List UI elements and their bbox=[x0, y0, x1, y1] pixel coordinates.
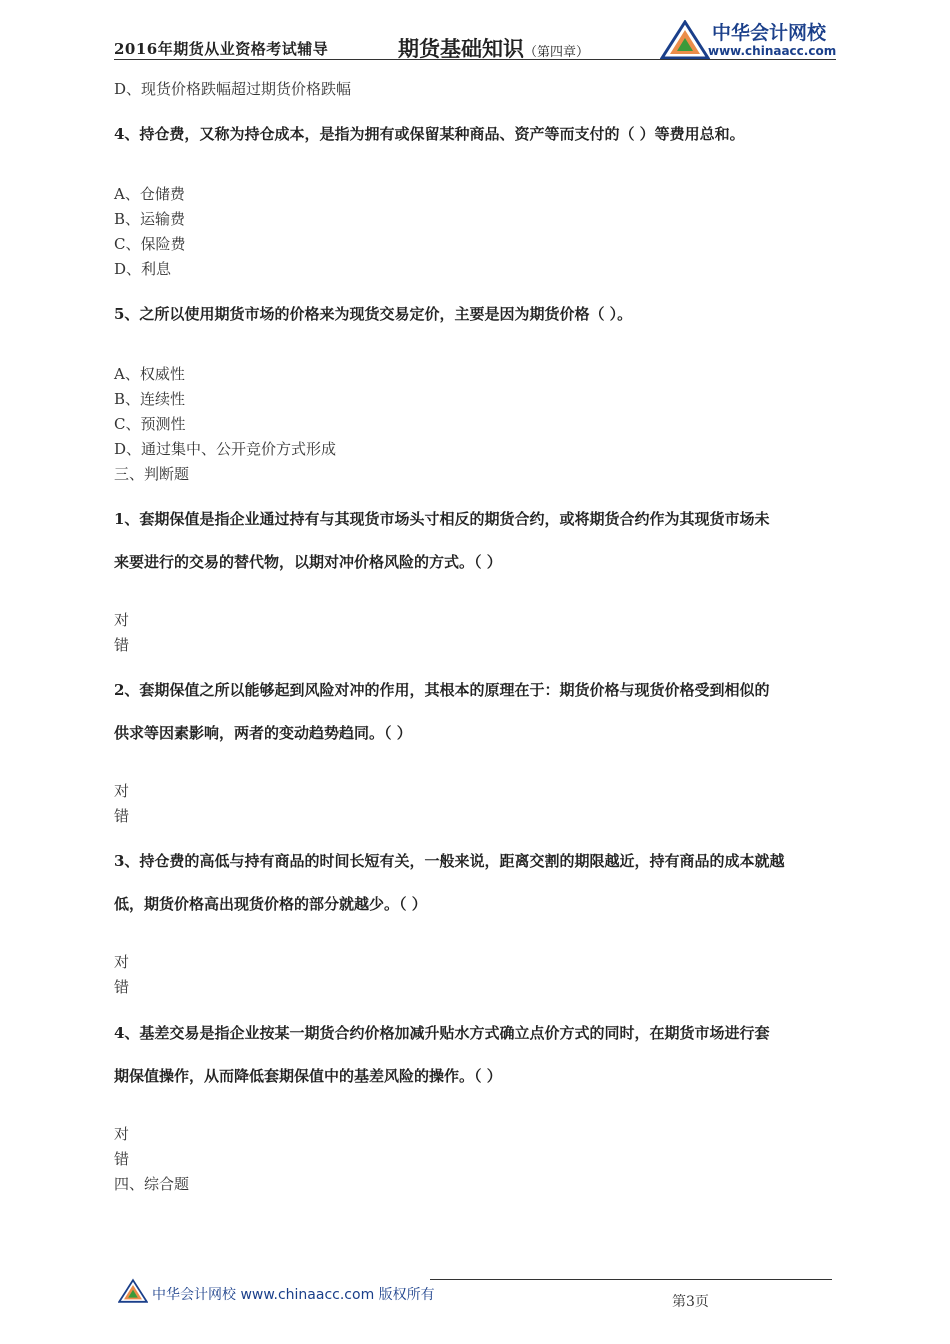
judgement-1-false: 错 bbox=[114, 636, 130, 654]
logo-triangle-icon bbox=[660, 20, 710, 60]
judgement-4-line-1: 4、基差交易是指企业按某一期货合约价格加减升贴水方式确立点价方式的同时，在期货市场进行套 bbox=[114, 1024, 770, 1042]
footer-divider bbox=[430, 1279, 832, 1280]
footer-logo-icon bbox=[118, 1277, 148, 1305]
logo-url: www.chinaacc.com bbox=[708, 44, 837, 58]
header-divider bbox=[114, 59, 836, 60]
judgement-3-line-2: 低，期货价格高出现货价格的部分就越少。（ ） bbox=[114, 895, 427, 913]
judgement-3-true: 对 bbox=[114, 953, 130, 971]
judgement-4-false: 错 bbox=[114, 1150, 130, 1168]
logo-name: 中华会计网校 bbox=[712, 22, 827, 44]
header-subject-title: 期货基础知识 bbox=[398, 37, 524, 61]
question-5: 5、之所以使用期货市场的价格来为现货交易定价，主要是因为期货价格（ ）。 bbox=[114, 305, 633, 323]
judgement-1-line-2: 来要进行的交易的替代物，以期对冲价格风险的方式。（ ） bbox=[114, 553, 502, 571]
page-number: 第3页 bbox=[672, 1294, 709, 1310]
q5-option-d: D、通过集中、公开竞价方式形成 bbox=[114, 440, 337, 458]
footer-brand bbox=[118, 1277, 438, 1307]
q5-option-b: B、连续性 bbox=[114, 390, 186, 408]
judgement-1-line-1: 1、套期保值是指企业通过持有与其现货市场头寸相反的期货合约，或将期货合约作为其现货市场未 bbox=[114, 510, 770, 528]
judgement-2-true: 对 bbox=[114, 782, 130, 800]
judgement-4-line-2: 期保值操作，从而降低套期保值中的基差风险的操作。（ ） bbox=[114, 1067, 502, 1085]
judgement-2-line-2: 供求等因素影响，两者的变动趋势趋同。（ ） bbox=[114, 724, 412, 742]
judgement-1-true: 对 bbox=[114, 611, 130, 629]
q4-option-a: A、仓储费 bbox=[114, 185, 185, 203]
q4-option-d: D、利息 bbox=[114, 260, 172, 278]
judgement-3-line-1: 3、持仓费的高低与持有商品的时间长短有关，一般来说，距离交割的期限越近，持有商品的成本就越 bbox=[114, 852, 785, 870]
section-judgement: 三、判断题 bbox=[114, 465, 190, 483]
header-title: 2016年期货从业资格考试辅导 bbox=[114, 40, 329, 58]
judgement-2-line-1: 2、套期保值之所以能够起到风险对冲的作用，其根本的原理在于：期货价格与现货价格受到相似的 bbox=[114, 681, 770, 699]
prev-option-d: D、现货价格跌幅超过期货价格跌幅 bbox=[114, 80, 352, 98]
q4-option-b: B、运输费 bbox=[114, 210, 186, 228]
judgement-4-true: 对 bbox=[114, 1125, 130, 1143]
section-comprehensive: 四、综合题 bbox=[114, 1175, 190, 1193]
q5-option-a: A、权威性 bbox=[114, 365, 185, 383]
judgement-2-false: 错 bbox=[114, 807, 130, 825]
question-4: 4、持仓费，又称为持仓成本，是指为拥有或保留某种商品、资产等而支付的（ ）等费用总和。 bbox=[114, 125, 745, 143]
q4-option-c: C、保险费 bbox=[114, 235, 186, 253]
judgement-3-false: 错 bbox=[114, 978, 130, 996]
brand-logo bbox=[660, 18, 840, 62]
q5-option-c: C、预测性 bbox=[114, 415, 186, 433]
header-chapter: （第四章） bbox=[524, 45, 590, 60]
footer-copyright: 中华会计网校 www.chinaacc.com 版权所有 bbox=[152, 1287, 435, 1303]
